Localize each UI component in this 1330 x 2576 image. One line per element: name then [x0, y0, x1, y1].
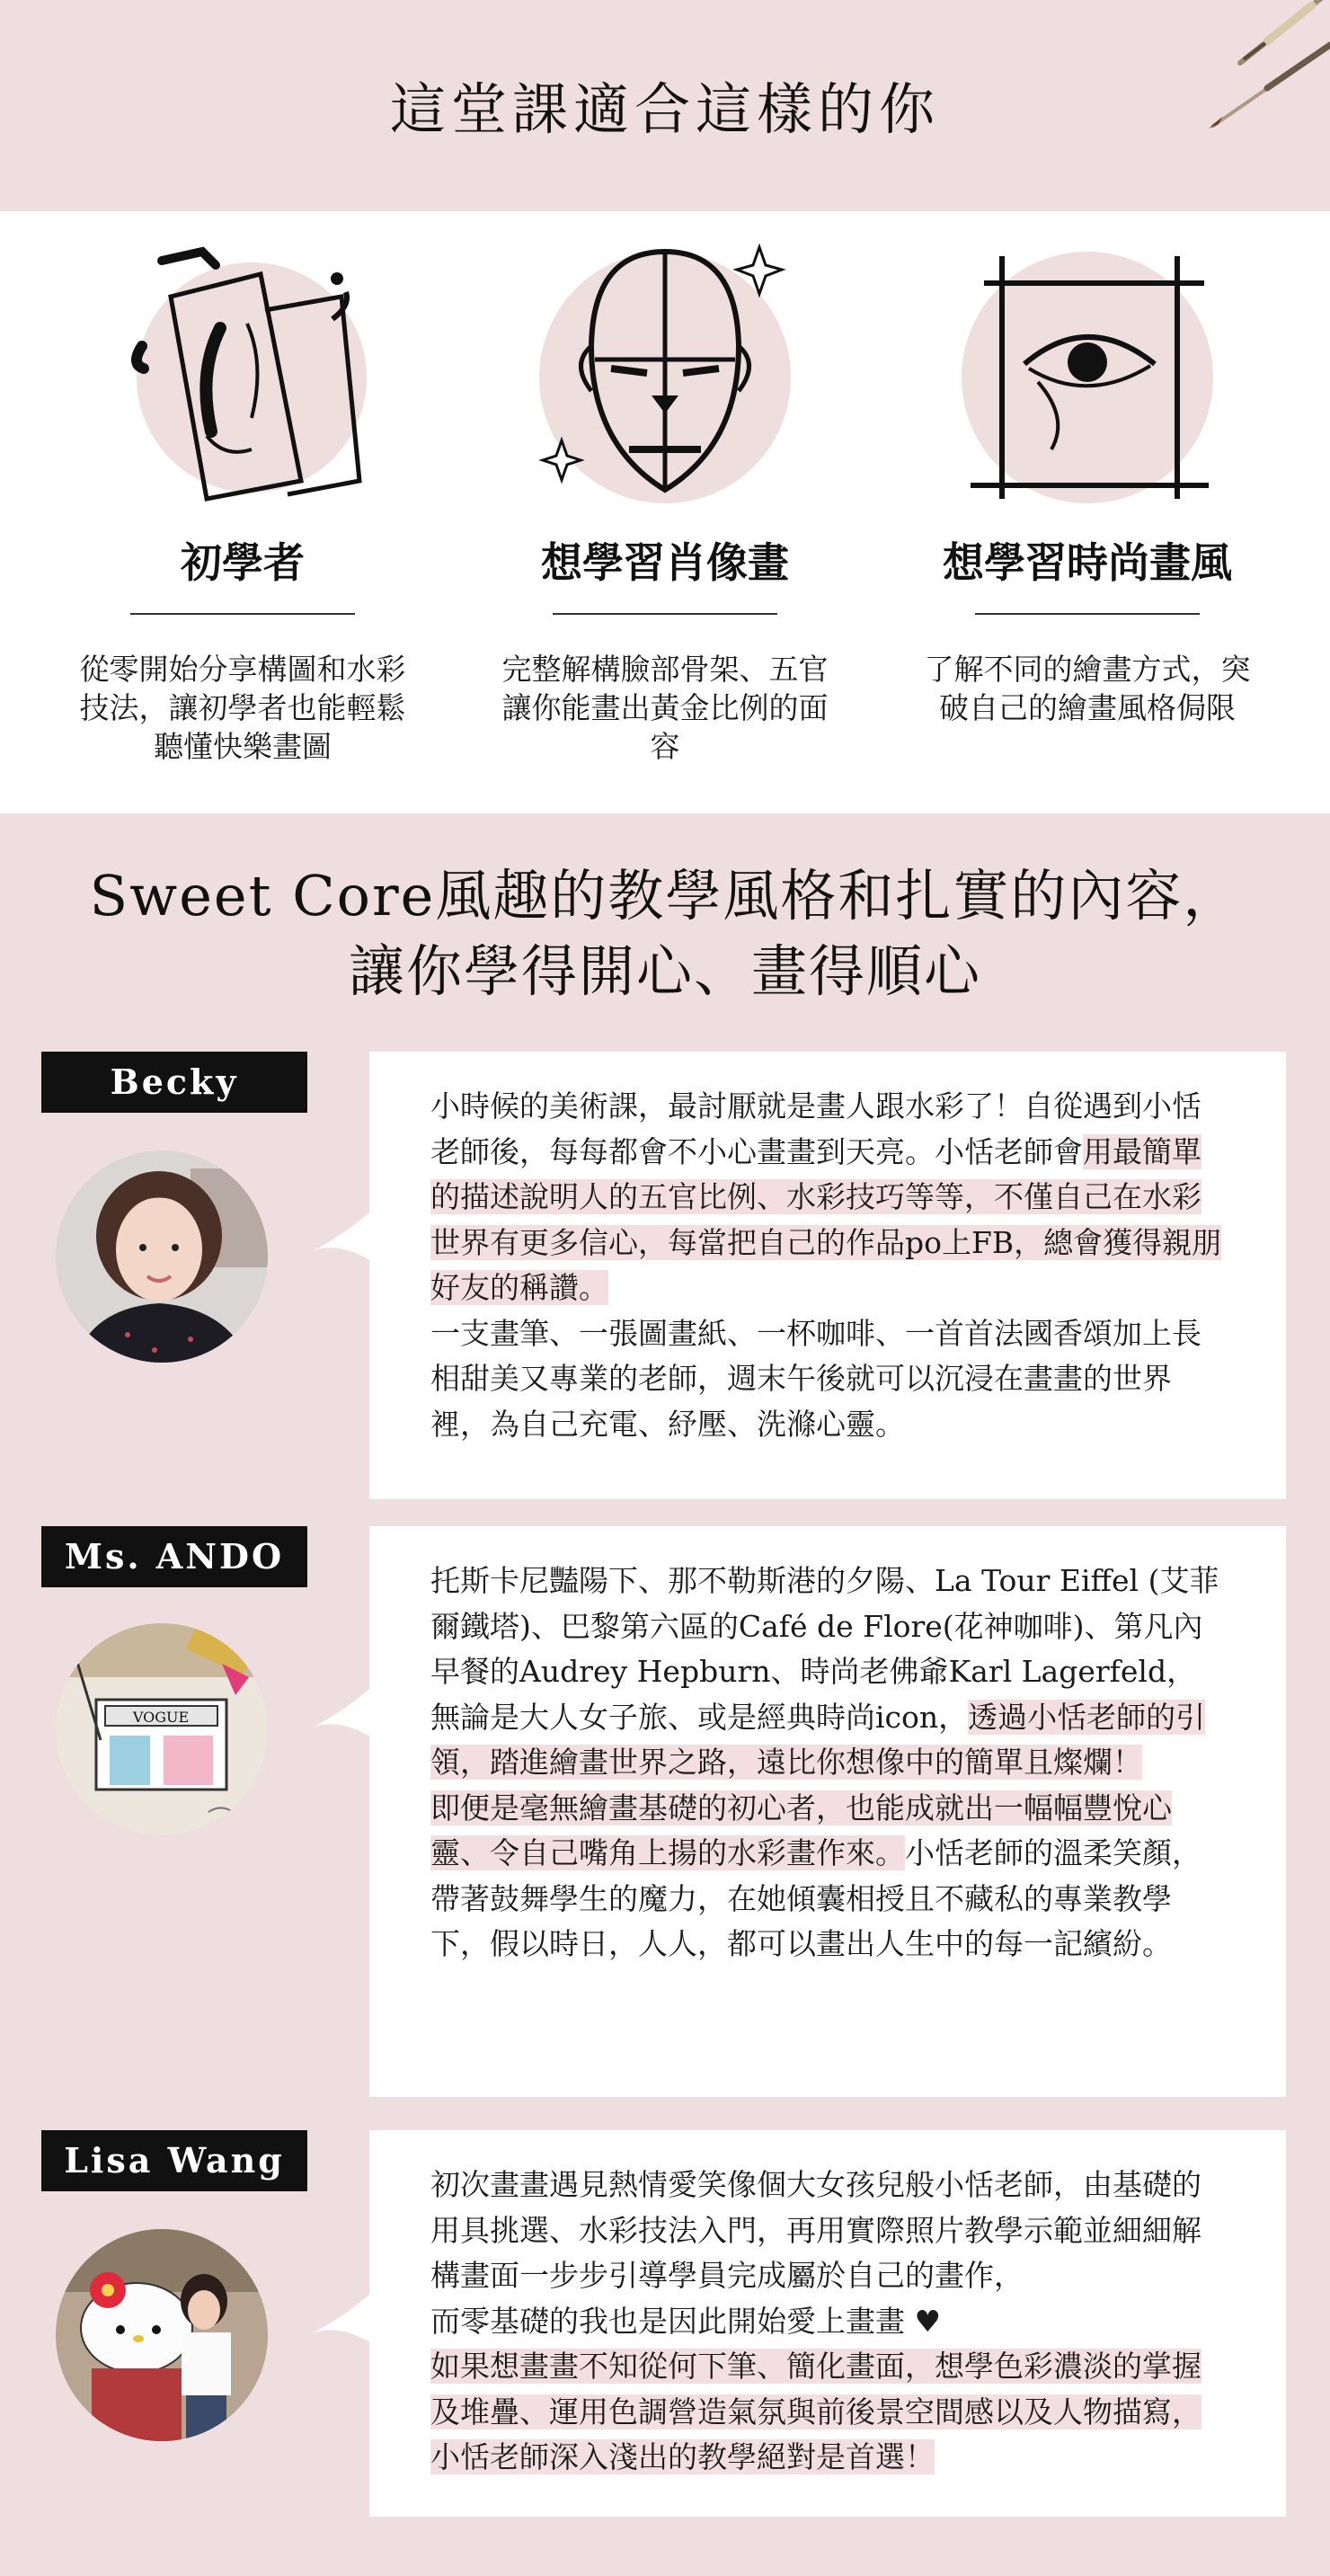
testimonial-lisa [0, 2130, 1330, 2517]
hello-kitty-statue-photo [56, 2229, 268, 2441]
audience-beginner [63, 211, 422, 813]
text-segment: 托斯卡尼豔陽下、那不勒斯港的夕陽、La Tour Eiffel (艾菲爾鐵塔)、巴黎第六區的Café de Flore(花神咖啡)、第凡內早餐的Audrey Hepburn、時尚老佛爺Karl Lagerfeld，無論是大人女子旅、或是經典時尚icon， [430, 1563, 1219, 1735]
audience-title: 初學者 [181, 538, 305, 587]
text-segment: 小恬老師的溫柔笑顏，帶著鼓舞學生的魔力，在她傾囊相授且不藏私的專業教學下，假以時日，人人，都可以畫出人生中的每一記繽紛。 [430, 1835, 1201, 1961]
avatar [56, 1623, 268, 1835]
testimonial-card [369, 1526, 1286, 2097]
highlighted-text: 如果想畫畫不知從何下筆、簡化畫面，想學色彩濃淡的掌握及堆疊、運用色調營造氣氛與前後景空間感以及人物描寫，小恬老師深入淺出的教學絕對是首選！ [430, 2349, 1201, 2474]
divider [553, 613, 777, 615]
audience-description: 從零開始分享構圖和水彩技法，讓初學者也能輕鬆聽懂快樂畫圖 [79, 652, 406, 764]
text-segment: 小時候的美術課，最討厭就是畫人跟水彩了！自從遇到小恬老師後，每每都會不小心畫畫到天亮。小恬老師會 [430, 1088, 1201, 1169]
testimonial-text [430, 2163, 1225, 2481]
testimonial-becky [0, 1052, 1330, 1501]
header-band [0, 0, 1330, 211]
audience-section [0, 211, 1330, 813]
testimonial-text [430, 1084, 1225, 1447]
name-tag: Ms. ANDO [41, 1526, 307, 1587]
text-segment: 一支畫筆、一張圖畫紙、一杯咖啡、一首首法國香頌加上長相甜美又專業的老師，週末午後就可以沉浸在畫畫的世界裡，為自己充電、紓壓、洗滌心靈。 [430, 1315, 1201, 1442]
highlighted-text: 透過小恬老師的引領，踏進繪畫世界之路，遠比你想像中的簡單且燦爛！ [430, 1699, 1206, 1780]
testimonial-ando [0, 1526, 1330, 2101]
divider [130, 613, 355, 615]
testimonials-section [0, 813, 1330, 2576]
speech-tail [306, 1212, 370, 1260]
speech-tail [306, 1688, 370, 1737]
highlighted-text: 用最簡單的描述說明人的五官比例、水彩技巧等等，不僅自己在水彩世界有更多信心，每當把自己的作品po上FB，總會獲得親朋好友的稱讚。 [430, 1133, 1222, 1305]
speech-tail [306, 2294, 370, 2342]
vogue-shop-painting-photo [56, 1623, 268, 1835]
head-proportion-icon [530, 211, 800, 508]
testimonial-text [430, 1559, 1225, 1968]
face-sketch-icon [108, 211, 377, 508]
eye-frame-icon [953, 211, 1222, 508]
avatar [56, 2229, 268, 2441]
audience-fashion [908, 211, 1267, 813]
svg-text:VOGUE: VOGUE [132, 1709, 190, 1726]
highlighted-text: 即便是毫無繪畫基礎的初心者，也能成就出一幅幅豐悅心靈、令自己嘴角上揚的水彩畫作來。 [430, 1790, 1172, 1870]
testimonial-card [369, 1052, 1286, 1499]
divider [975, 613, 1200, 615]
name-tag: Lisa Wang [41, 2130, 307, 2191]
heading-line: Sweet Core風趣的教學風格和扎實的內容， [89, 863, 1241, 928]
audience-title: 想學習時尚畫風 [943, 538, 1232, 587]
section-heading [0, 858, 1330, 1009]
name-tag: Becky [41, 1052, 307, 1113]
text-segment: 初次畫畫遇見熱情愛笑像個大女孩兒般小恬老師，由基礎的用具挑選、水彩技法入門，再用實際照片教學示範並細細解構畫面一步步引導學員完成屬於自己的畫作， [430, 2167, 1201, 2293]
avatar [56, 1150, 268, 1363]
woman-portrait-photo [56, 1150, 268, 1363]
audience-description: 完整解構臉部骨架、五官讓你能畫出黃金比例的面容 [501, 652, 829, 764]
audience-title: 想學習肖像畫 [541, 538, 789, 587]
testimonial-card [369, 2130, 1286, 2517]
audience-portrait [485, 211, 845, 813]
page-title: 這堂課適合這樣的你 [389, 76, 940, 142]
paintbrush-icon [1132, 0, 1330, 144]
heading-line: 讓你學得開心、畫得順心 [348, 938, 981, 1004]
audience-description: 了解不同的繪畫方式，突破自己的繪畫風格侷限 [924, 652, 1251, 725]
text-segment: 而零基礎的我也是因此開始愛上畫畫 ♥ [430, 2303, 942, 2339]
